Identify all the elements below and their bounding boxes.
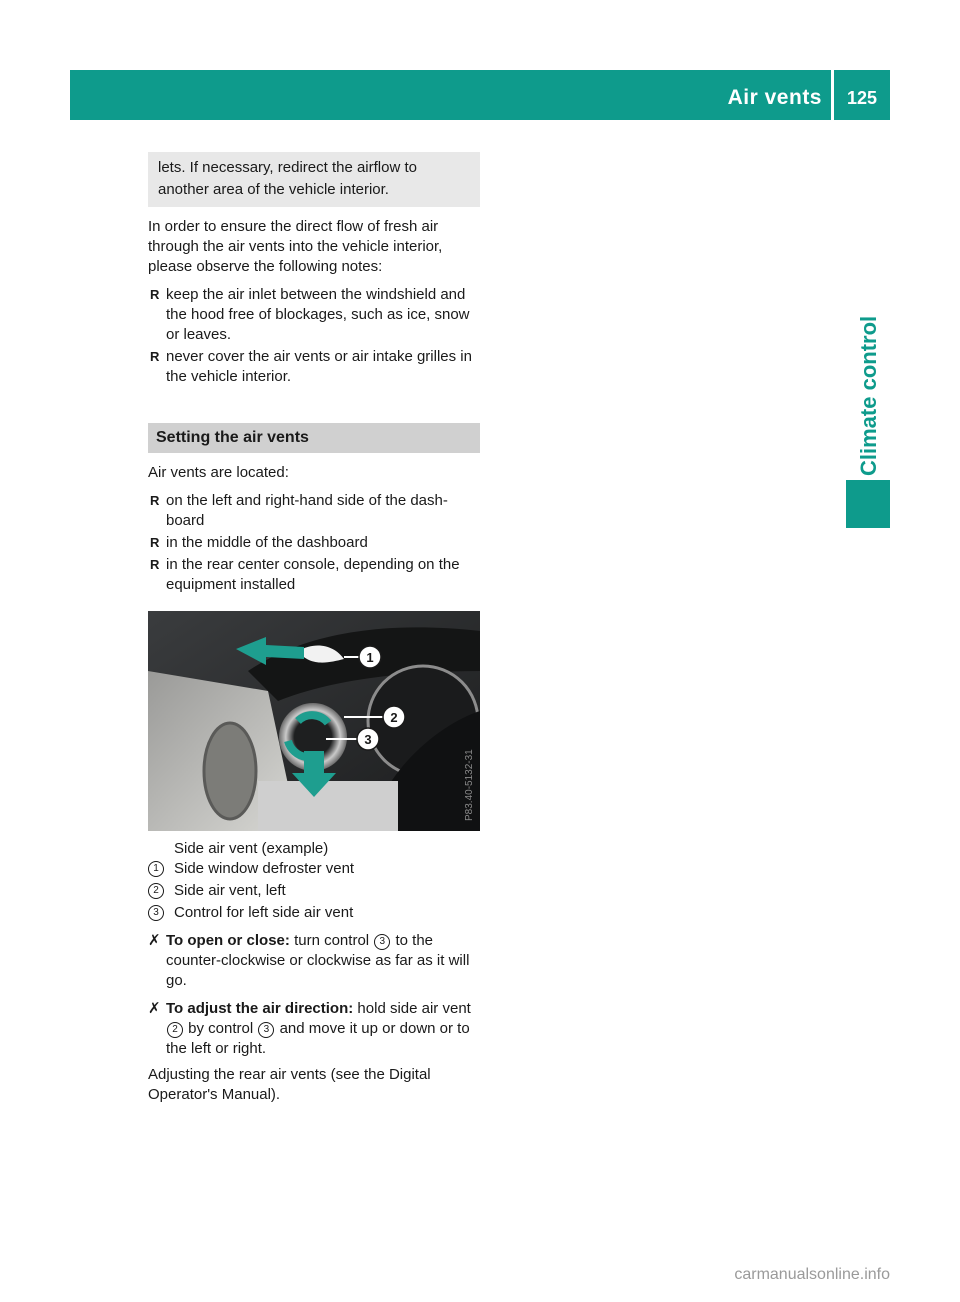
list-item: R in the rear center console, depending on the equipment installed: [148, 555, 480, 595]
step-open-close: [148, 931, 480, 991]
step-lead: To adjust the air direction:: [166, 1000, 354, 1017]
section-heading: Setting the air vents: [148, 423, 480, 453]
callout-1-label: 1: [366, 650, 374, 665]
step-lead: To open or close:: [166, 932, 290, 949]
side-tab-block: [846, 480, 890, 528]
step-arrow-icon: ✗: [148, 1000, 161, 1017]
header-bar: [70, 70, 890, 120]
section-intro: Air vents are located:: [148, 464, 289, 481]
air-vent-photo: [148, 611, 480, 831]
figure-caption: Side air vent (example): [174, 840, 329, 857]
center-controls: [258, 781, 398, 831]
legend-number: 2: [148, 883, 164, 899]
page-number: 125: [846, 88, 878, 108]
legend-item: [148, 903, 480, 923]
step-text: turn control: [294, 932, 370, 949]
reference-number: 2: [167, 1022, 183, 1038]
step-arrow-icon: ✗: [148, 932, 161, 949]
step-text: to the counter-clockwise or clockwise as far as it will go.: [166, 932, 470, 989]
vent-location-list: [148, 491, 480, 595]
intro-paragraph: In order to ensure the direct flow of fresh air through the air vents into the vehicle interior, please observe the following notes:: [148, 218, 443, 275]
legend-number: 1: [148, 861, 164, 877]
step-text: by control: [188, 1020, 254, 1037]
reference-number: 3: [374, 934, 390, 950]
legend-item: [148, 859, 480, 879]
door-speaker: [204, 723, 256, 819]
legend-text: Control for left side air vent: [174, 904, 354, 921]
legend-text: Side air vent, left: [174, 882, 286, 899]
intro-bullet-list: [148, 285, 480, 387]
list-item: R on the left and right-hand side of the dash-board: [148, 491, 480, 531]
note-box: lets. If necessary, redirect the airflow to another area of the vehicle interior.: [148, 152, 480, 207]
reference-number: 3: [258, 1022, 274, 1038]
main-content: [148, 152, 480, 1113]
section-title: Air vents: [727, 86, 822, 109]
step-text: hold side air vent: [357, 1000, 471, 1017]
legend-item: [148, 881, 480, 901]
watermark: carmanualsonline.info: [734, 1266, 890, 1283]
list-item: R in the middle of the dashboard: [148, 533, 480, 553]
closing-paragraph: Adjusting the rear air vents (see the Digital Operator's Manual).: [148, 1066, 431, 1103]
legend-number: 3: [148, 905, 164, 921]
figure-code: P83.40-5132-31: [464, 749, 475, 821]
air-vent-illustration: [148, 611, 480, 831]
list-item: R keep the air inlet between the windshield and the hood free of blockages, such as ice, snow or leaves.: [148, 285, 480, 345]
callout-2-label: 2: [390, 710, 398, 725]
step-text: and move it up or down or to the left or right.: [166, 1020, 470, 1057]
side-tab-label: Climate control: [856, 315, 881, 476]
callout-3-label: 3: [364, 732, 372, 747]
step-adjust-direction: [148, 999, 480, 1059]
list-item: R never cover the air vents or air intake grilles in the vehicle interior.: [148, 347, 480, 387]
legend-text: Side window defroster vent: [174, 860, 355, 877]
